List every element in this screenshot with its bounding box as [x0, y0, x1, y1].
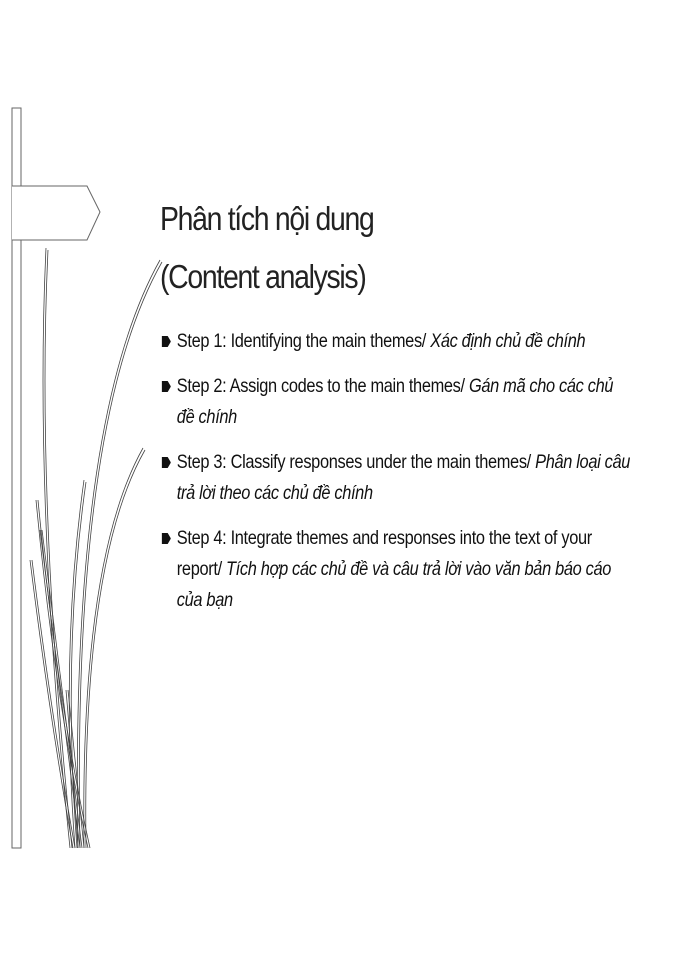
bullet-text-en: Step 4: Integrate themes and responses into the text of your report/ — [176, 527, 592, 580]
bullet-marker-icon — [162, 336, 171, 347]
bullet-text-en: Step 2: Assign codes to the main themes/ — [176, 375, 469, 397]
bullet-text-vi: Gán mã cho các chủ đề chính — [176, 375, 614, 428]
bullet-marker-icon — [162, 457, 171, 468]
bullet-marker-icon — [162, 533, 171, 544]
bullet-marker-icon — [162, 381, 171, 392]
bullet-step-4 — [160, 523, 630, 616]
bullet-step-2 — [160, 371, 630, 433]
bullet-text-en: Step 1: Identifying the main themes/ — [176, 330, 431, 352]
bullet-text-vi: Xác định chủ đề chính — [430, 330, 586, 352]
title-line-vietnamese: Phân tích nội dung — [160, 200, 374, 237]
bullet-list — [160, 326, 630, 630]
slide-title — [160, 190, 590, 306]
bullet-text-vi: Tích hợp các chủ đề và câu trả lời vào văn bản báo cáo của bạn — [176, 558, 612, 611]
title-line-english: (Content analysis) — [160, 258, 366, 295]
bullet-step-1 — [160, 326, 630, 357]
bullet-step-3 — [160, 447, 630, 509]
bullet-text-vi: Phân loại câu trả lời theo các chủ đề chính — [176, 451, 631, 504]
bullet-text-en: Step 3: Classify responses under the main themes/ — [176, 451, 536, 473]
